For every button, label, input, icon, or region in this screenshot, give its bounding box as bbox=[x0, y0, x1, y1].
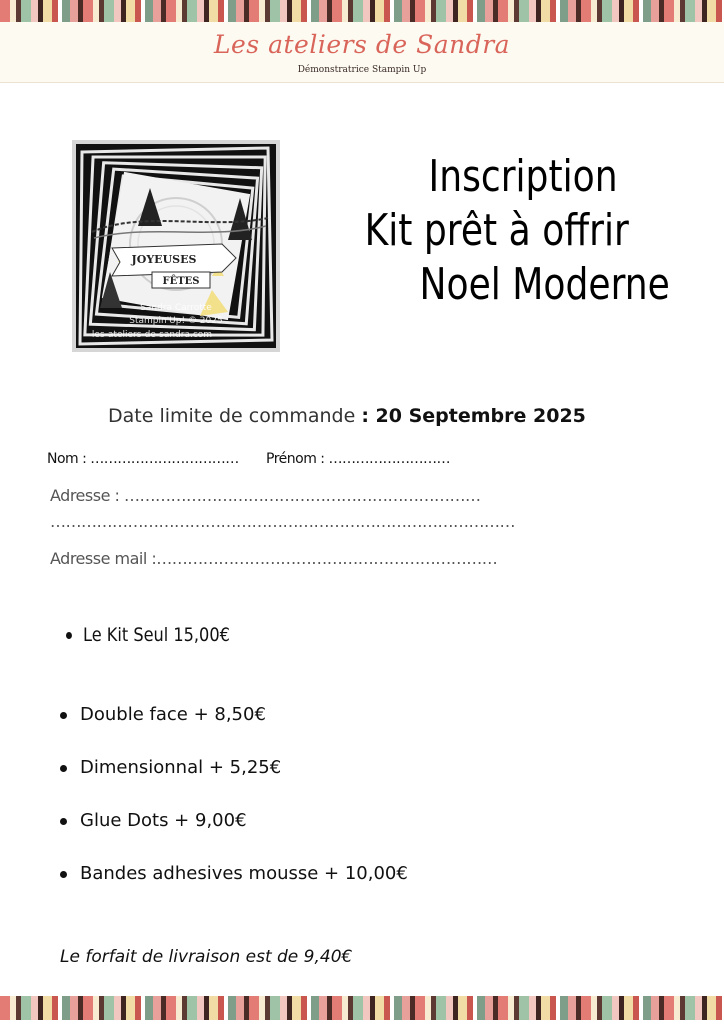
option-item bbox=[60, 757, 281, 778]
prenom-field[interactable]: Prénom : ……………………… bbox=[266, 451, 450, 467]
page-title bbox=[340, 150, 670, 312]
option-item bbox=[60, 810, 247, 831]
deadline-label: Date limite de commande bbox=[108, 405, 362, 427]
kit-label: Le Kit Seul 15,00€ bbox=[83, 624, 230, 646]
bullet-icon bbox=[60, 871, 67, 878]
bullet-icon bbox=[60, 765, 67, 772]
watermark-line-2: Stampin'Up! © 2025 bbox=[129, 316, 223, 326]
option-item bbox=[60, 704, 266, 725]
product-photo bbox=[72, 140, 280, 352]
kit-item bbox=[66, 624, 230, 646]
brand-subtitle: Démonstratrice Stampin Up bbox=[297, 65, 427, 75]
nom-field[interactable]: Nom : …………………………… bbox=[47, 451, 239, 467]
bottom-decorative-stripe bbox=[0, 996, 724, 1020]
banner-text-1: JOYEUSES bbox=[131, 253, 197, 266]
title-line-2: Kit prêt à offrir bbox=[364, 205, 629, 256]
watermark-line-1: Sandra Carrotte bbox=[140, 303, 212, 313]
adresse-field[interactable]: Adresse : …………………………………………………………… bbox=[50, 486, 481, 505]
deadline-value: : 20 Septembre 2025 bbox=[361, 405, 586, 427]
watermark-line-3: les-ateliers-de-sandra.com bbox=[91, 330, 213, 340]
option-item bbox=[60, 863, 408, 884]
option-label: Glue Dots + 9,00€ bbox=[80, 810, 247, 831]
top-decorative-stripe bbox=[0, 0, 724, 22]
title-line-3: Noel Moderne bbox=[419, 259, 670, 310]
card-illustration bbox=[72, 140, 280, 352]
shipping-note: Le forfait de livraison est de 9,40€ bbox=[60, 947, 353, 967]
option-label: Double face + 8,50€ bbox=[80, 704, 266, 725]
bullet-icon bbox=[60, 818, 67, 825]
bullet-icon bbox=[66, 632, 72, 639]
bullet-icon bbox=[60, 712, 67, 719]
email-field[interactable]: Adresse mail :………………………………………………………… bbox=[50, 549, 498, 568]
title-line-1: Inscription bbox=[428, 151, 618, 202]
order-deadline bbox=[108, 405, 586, 427]
option-label: Dimensionnal + 5,25€ bbox=[80, 757, 282, 778]
brand-title: Les ateliers de Sandra bbox=[213, 30, 511, 59]
adresse-field-line-2[interactable]: ……………………………………………………………………………… bbox=[50, 512, 515, 531]
option-label: Bandes adhesives mousse + 10,00€ bbox=[80, 863, 408, 884]
banner-text-2: FÊTES bbox=[162, 276, 200, 287]
